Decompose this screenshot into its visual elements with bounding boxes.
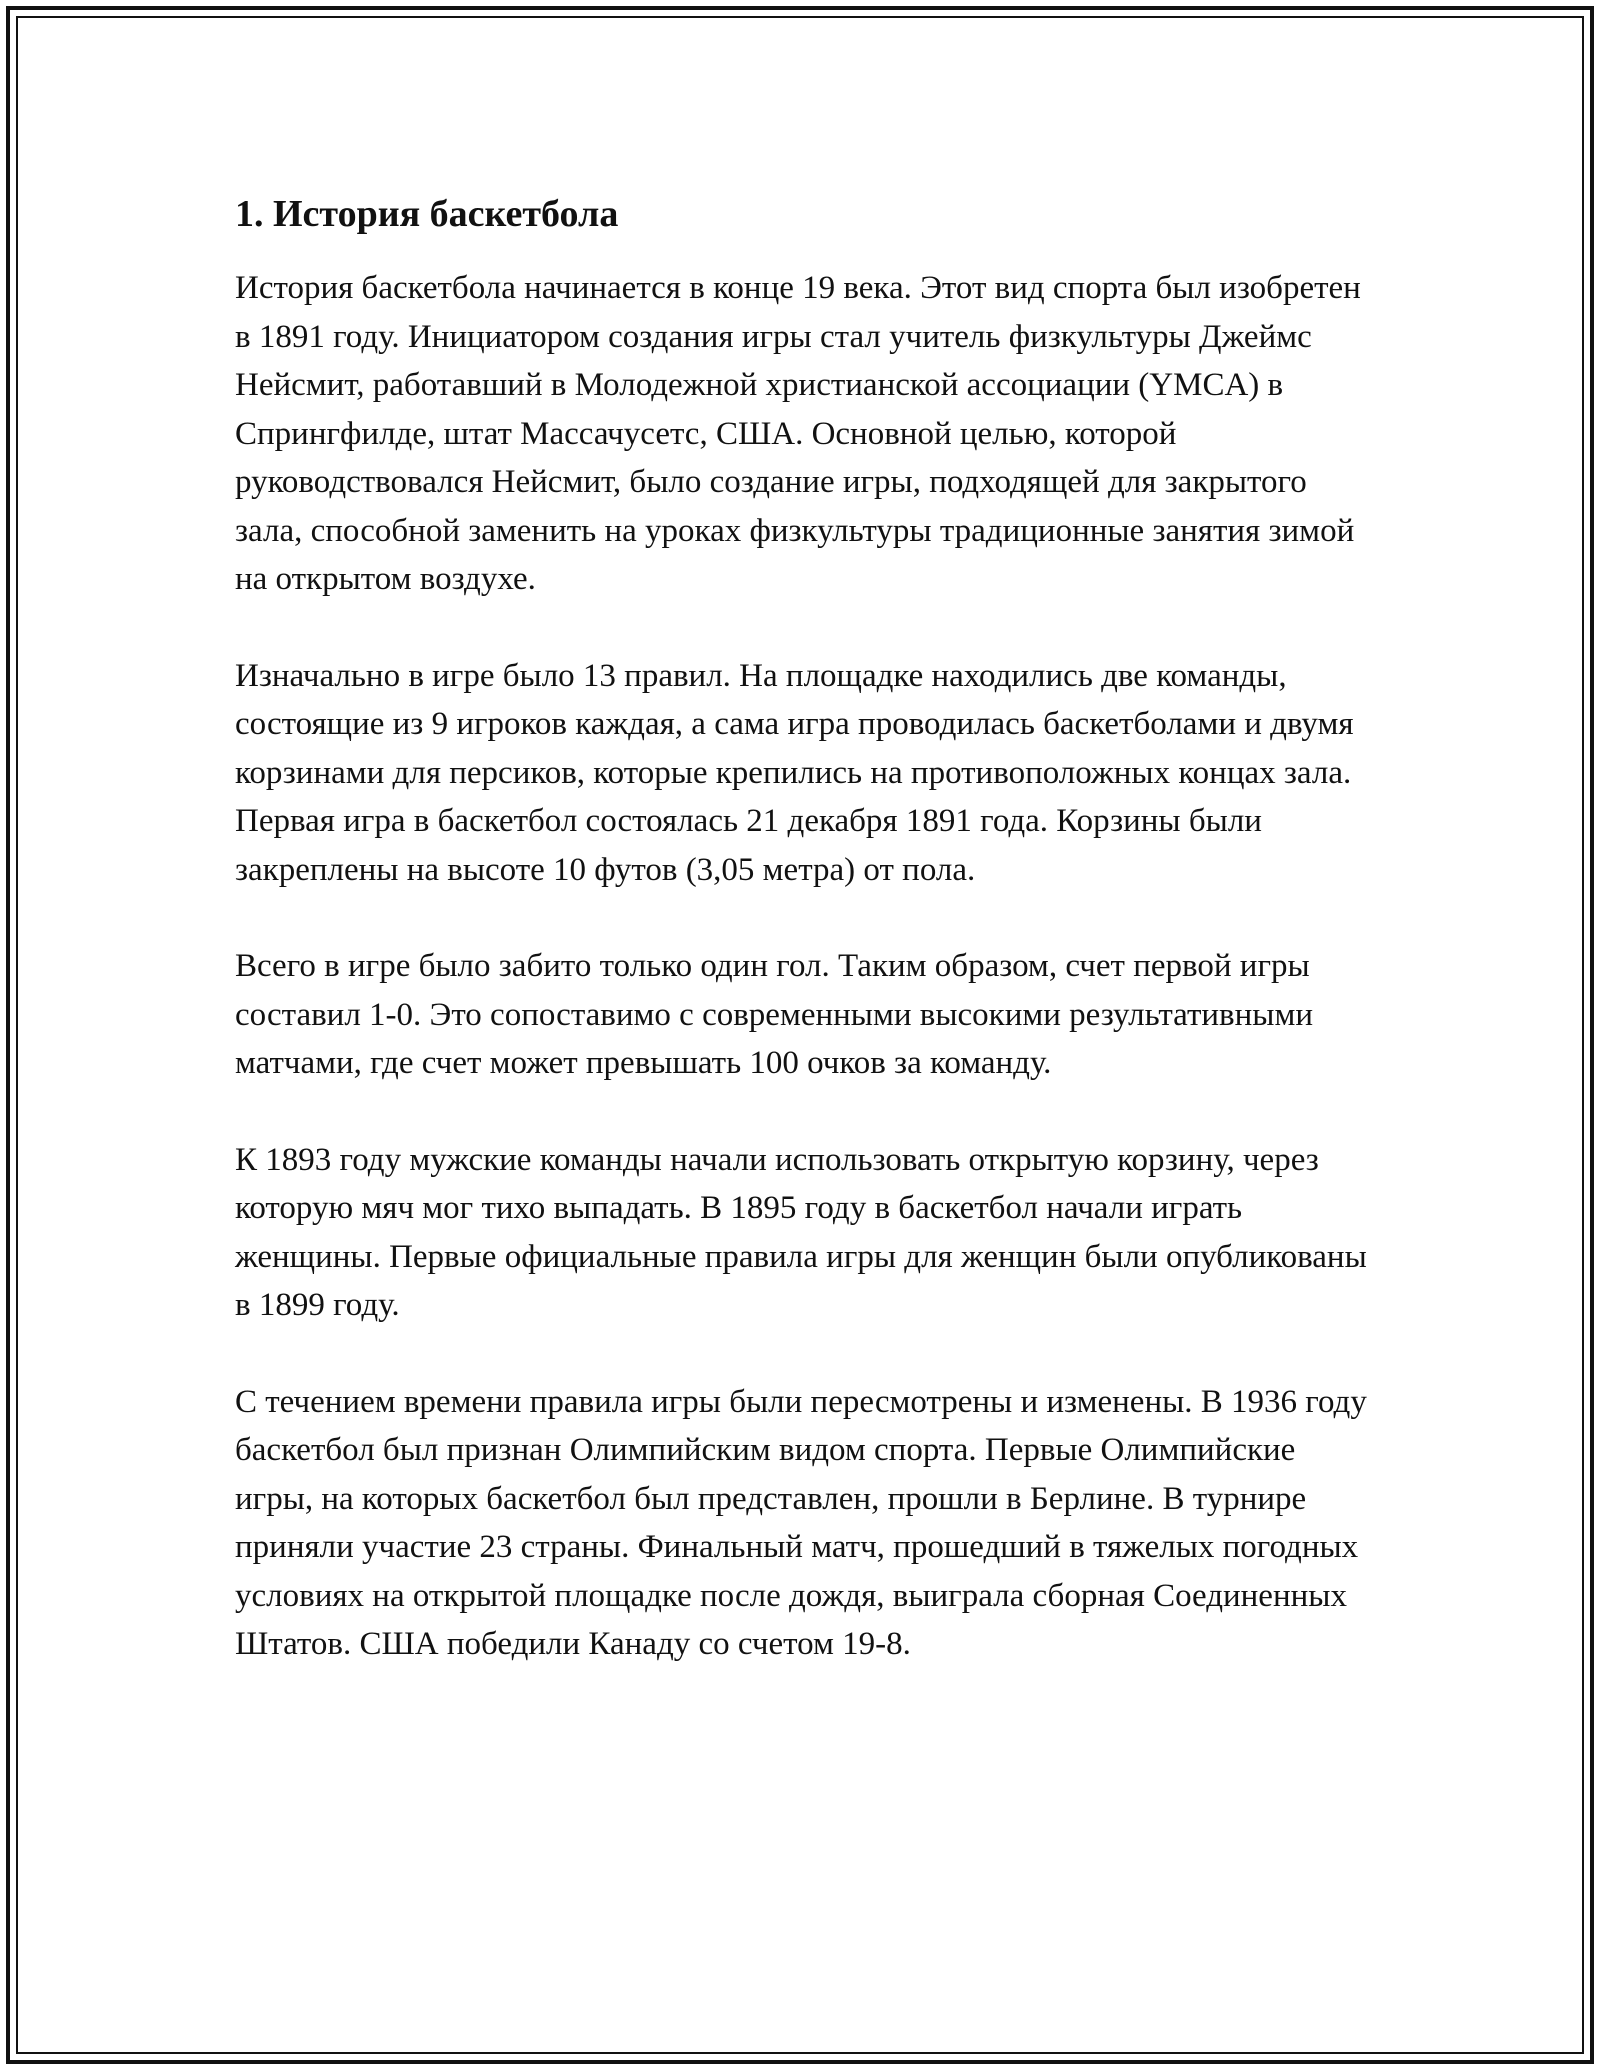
paragraph-olympics: С течением времени правила игры были пересмотрены и изменены. В 1936 году баскетбол был признан Олимпийским видом спорта. Первые Олимпийские игры, на которых баскетбол был представлен, прошли в Берлине. В турнире приняли участие 23 страны. Финальный матч, прошедший в тяжелых погодных условиях на открытой площадке после дождя, выиграла сборная Соединенных Штатов. США победили Канаду со счетом 19-8. bbox=[235, 1383, 1367, 1662]
paragraph-womens-basketball: К 1893 году мужские команды начали использовать открытую корзину, через которую мяч мог тихо выпадать. В 1895 году в баскетбол начали играть женщины. Первые официальные правила игры для женщин были опубликованы в 1899 году. bbox=[235, 1141, 1367, 1323]
paragraph-first-score: Всего в игре было забито только один гол. Таким образом, счет первой игры составил 1-0. Это сопоставимо с современными высокими результативными матчами, где счет может превышать 100 очков за команду. bbox=[235, 948, 1314, 1081]
paragraph-early-rules: Изначально в игре было 13 правил. На площадке находились две команды, состоящие из 9 игроков каждая, а сама игра проводилась баскетболами и двумя корзинами для персиков, которые крепились на противоположных концах зала. Первая игра в баскетбол состоялась 21 декабря 1891 года. Корзины были закреплены на высоте 10 футов (3,05 метра) от пола. bbox=[235, 657, 1354, 888]
section-heading: 1. История баскетбола bbox=[235, 193, 619, 235]
paragraph-origin: История баскетбола начинается в конце 19 века. Этот вид спорта был изобретен в 1891 году. Инициатором создания игры стал учитель физкультуры Джеймс Нейсмит, работавший в Молодежной христианской ассоциации (YMCA) в Спрингфилде, штат Массачусетс, США. Основной целью, которой руководствовался Нейсмит, было создание игры, подходящей для закрытого зала, способной заменить на уроках физкультуры традиционные занятия зимой на открытом воздухе. bbox=[235, 270, 1361, 597]
document-body bbox=[235, 186, 1375, 1717]
